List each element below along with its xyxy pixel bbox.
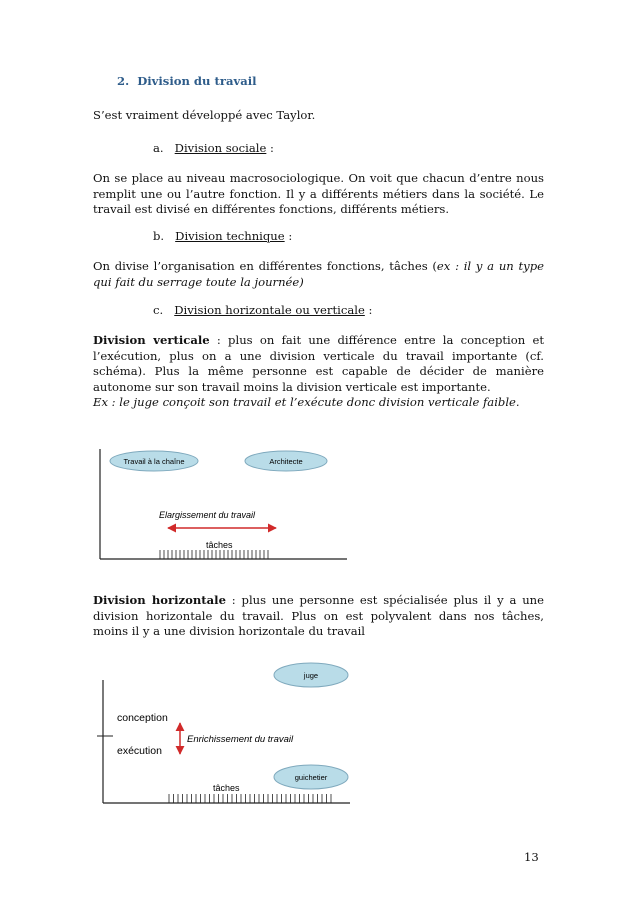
section-heading — [117, 74, 257, 90]
label-travail-chaine: Travail à la chaîne — [123, 457, 185, 466]
subheading-c — [153, 303, 372, 319]
section-title: Division du travail — [137, 74, 257, 88]
label-architecte: Architecte — [269, 457, 303, 466]
paragraph-technique — [93, 259, 544, 290]
paragraph-vertical — [93, 333, 544, 411]
paragraph-social — [93, 171, 544, 218]
example-vertical: Ex : le juge conçoit son travail et l’exécute donc division verticale faible. — [93, 395, 520, 410]
label-taches-1: tâches — [206, 540, 233, 550]
paragraph-social-text: On se place au niveau macrosociologique. On voit que chacun d’entre nous remplit une ou l’autre fonction. Il y a différents métiers dans la société. Le travail est divisé en différentes fonctions, différents métiers. — [93, 171, 544, 217]
subheading-a-title: Division sociale — [174, 141, 267, 155]
subheading-a — [153, 141, 274, 157]
label-conception: conception — [117, 712, 168, 724]
section-number: 2. — [117, 74, 130, 88]
subheading-c-letter: c. — [153, 303, 164, 317]
term-horizontal: Division horizontale — [93, 593, 226, 607]
term-vertical: Division verticale — [93, 333, 210, 347]
intro-text: S’est vraiment développé avec Taylor. — [93, 108, 316, 122]
subheading-b-title: Division technique — [175, 229, 285, 243]
label-elargissement: Elargissement du travail — [159, 510, 256, 520]
subheading-a-suffix: : — [266, 141, 274, 155]
paragraph-technique-text: On divise l’organisation en différentes fonctions, tâches ( — [93, 259, 437, 273]
subheading-a-letter: a. — [153, 141, 164, 155]
label-guichetier: guichetier — [294, 773, 328, 782]
subheading-c-suffix: : — [364, 303, 373, 317]
label-taches-2: tâches — [213, 783, 240, 793]
subheading-c-title: Division horizontale ou verticale — [174, 303, 365, 317]
page-number: 13 — [524, 850, 539, 864]
label-enrichissement: Enrichissement du travail — [187, 734, 294, 745]
diagram-elargissement — [92, 444, 352, 572]
paragraph-horizontal-text: : plus une personne est spécialisée plus il y a une division horizontale du travail. Plus on est polyvalent dans nos tâches, moins il y a une division horizontale du travail — [93, 593, 544, 639]
subheading-b-suffix: : — [284, 229, 293, 243]
label-juge: juge — [303, 671, 319, 680]
label-execution: exécution — [117, 745, 162, 757]
task-ticks — [160, 550, 268, 559]
paragraph-technique-example: ex : il y a un type qui fait du serrage toute la journée) — [93, 259, 544, 289]
subheading-b — [153, 229, 292, 245]
subheading-b-letter: b. — [153, 229, 165, 243]
paragraph-horizontal — [93, 593, 544, 640]
task-ticks-2 — [169, 794, 331, 803]
diagram-enrichissement — [95, 658, 355, 810]
paragraph-vertical-text: : plus on fait une différence entre la conception et l’exécution, plus on a une division verticale du travail importante (cf. schéma). Plus la même personne est capable de décider de manière autonome sur son travail moins la division verticale est importante. — [93, 333, 544, 394]
